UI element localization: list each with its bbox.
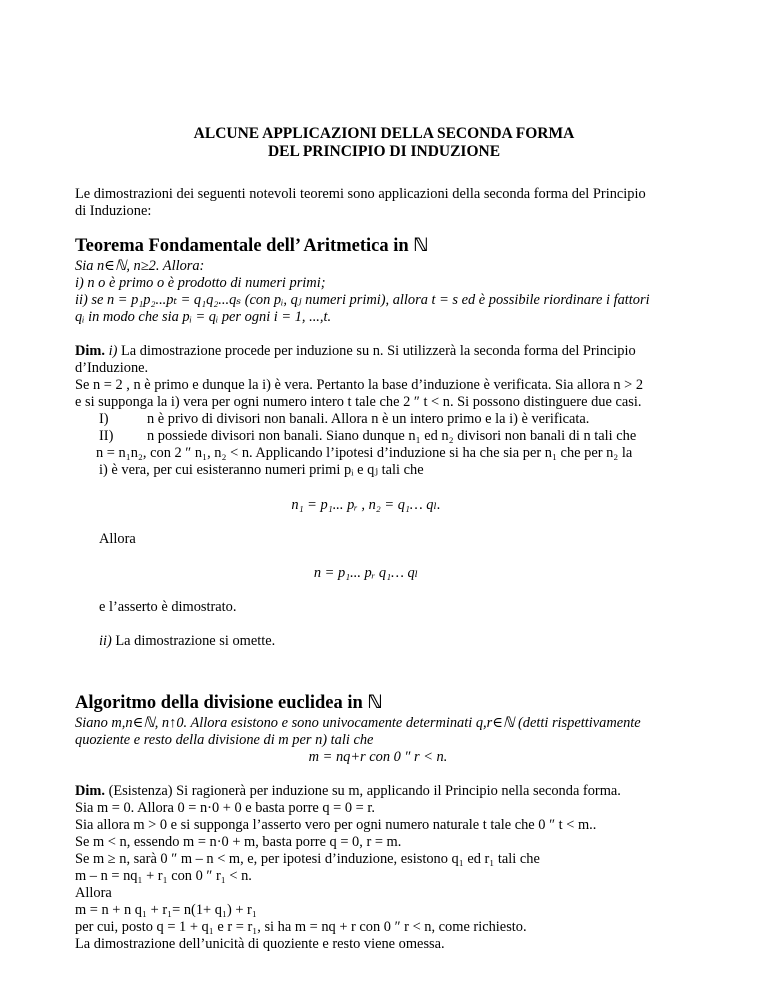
proof1-line1 xyxy=(75,343,636,360)
proof1-line4: e si supponga la i) vera per ogni numero intero t tale che 2 ″ t < n. Si possono distinguere due casi. xyxy=(75,394,642,410)
section1-heading xyxy=(75,237,429,255)
proof-part-ii xyxy=(99,633,275,650)
proof2-line10: La dimostrazione dell’unicità di quoziente e resto viene omessa. xyxy=(75,936,445,952)
theorem1-stmt2: i) n o è primo o è prodotto di numeri primi; xyxy=(75,275,326,291)
case2-text-b: n = n₁n₂, con 2 ″ n₁, n₂ < n. Applicando l’ipotesi d’induzione si ha che sia per n₁ che per n₂ la xyxy=(96,445,633,461)
case2-number: II) xyxy=(99,428,114,444)
proof-part-ii-label: ii) xyxy=(99,633,112,649)
proof2-line6: m – n = nq₁ + r₁ con 0 ″ r₁ < n. xyxy=(75,868,252,884)
proof2-line3: Sia allora m > 0 e si supponga l’asserto vero per ogni numero naturale t tale che 0 ″ t < m.. xyxy=(75,817,597,833)
section2-heading-text: Algoritmo della divisione euclidea in xyxy=(75,693,368,713)
proof2-line9: per cui, posto q = 1 + q₁ e r = r₁, si ha m = nq + r con 0 ″ r < n, come richiesto. xyxy=(75,919,527,935)
case2-text-c: i) è vera, per cui esisteranno numeri primi pᵢ e qⱼ tali che xyxy=(99,462,424,478)
formula-factorization: n₁ = p₁... pᵣ , n₂ = q₁… qₗ. xyxy=(291,497,441,513)
proof-label: Dim. xyxy=(75,783,105,799)
proof1-line3: Se n = 2 , n è primo e dunque la i) è vera. Pertanto la base d’induzione è verificata. Sia allora n > 2 xyxy=(75,377,644,393)
naturals-symbol: ℕ xyxy=(367,692,383,713)
proof2-line5: Se m ≥ n, sarà 0 ″ m – n < m, e, per ipotesi d’induzione, esistono q₁ ed r₁ tali che xyxy=(75,851,540,867)
proof1-conclusion: e l’asserto è dimostrato. xyxy=(99,599,237,615)
proof2-line7: Allora xyxy=(75,885,112,901)
intro-line1: Le dimostrazioni dei seguenti notevoli teoremi sono applicazioni della seconda forma del Principio xyxy=(75,186,646,202)
proof2-line2: Sia m = 0. Allora 0 = n·0 + 0 e basta porre q = 0 = r. xyxy=(75,800,375,816)
proof-part-ii-text: La dimostrazione si omette. xyxy=(111,633,276,649)
case2-text: n possiede divisori non banali. Siano dunque n₁ ed n₂ divisori non banali di n tali che xyxy=(147,428,637,444)
case1-number: I) xyxy=(99,411,109,427)
theorem2-stmt2: quoziente e resto della divisione di m per n) tali che xyxy=(75,732,374,748)
formula-product: n = p₁... pᵣ q₁… qₗ xyxy=(313,565,419,581)
case1-text: n è privo di divisori non banali. Allora n è un intero primo e la i) è verificata. xyxy=(147,411,590,427)
proof-text: La dimostrazione procede per induzione su n. Si utilizzerà la seconda forma del Principio xyxy=(117,343,636,359)
intro-line2: di Induzione: xyxy=(75,203,152,219)
theorem1-stmt4: qᵢ in modo che sia pᵢ = qᵢ per ogni i = 1, ...,t. xyxy=(75,309,332,325)
allora-1: Allora xyxy=(99,531,136,547)
section2-heading xyxy=(75,694,383,712)
doc-title-line1: ALCUNE APPLICAZIONI DELLA SECONDA FORMA xyxy=(193,125,575,142)
proof2-line8: m = n + n q₁ + r₁= n(1+ q₁) + r₁ xyxy=(75,902,257,918)
formula-division: m = nq+r con 0 ″ r < n. xyxy=(308,749,448,765)
doc-title-line2: DEL PRINCIPIO DI INDUZIONE xyxy=(267,143,501,160)
proof-label: Dim. xyxy=(75,343,105,359)
theorem1-stmt1: Sia n∈ℕ, n≥2. Allora: xyxy=(75,258,205,274)
proof-part-i: i) xyxy=(108,343,118,359)
section1-heading-text: Teorema Fondamentale dell’ Aritmetica in xyxy=(75,236,414,256)
theorem2-stmt1: Siano m,n∈ℕ, n↑0. Allora esistono e sono univocamente determinati q,r∈ℕ (detti rispettivamente xyxy=(75,715,641,731)
proof2-line4: Se m < n, essendo m = n·0 + m, basta porre q = 0, r = m. xyxy=(75,834,402,850)
naturals-symbol: ℕ xyxy=(413,235,429,256)
proof1-line2: d’Induzione. xyxy=(75,360,149,376)
proof-text: (Esistenza) Si ragionerà per induzione su m, applicando il Principio nella seconda forma. xyxy=(104,783,621,799)
theorem1-stmt3: ii) se n = p₁p₂...pₜ = q₁q₂...qₛ (con pᵢ, qⱼ numeri primi), allora t = s ed è possibile riordinare i fattori xyxy=(75,292,650,308)
proof2-line1 xyxy=(75,783,621,800)
